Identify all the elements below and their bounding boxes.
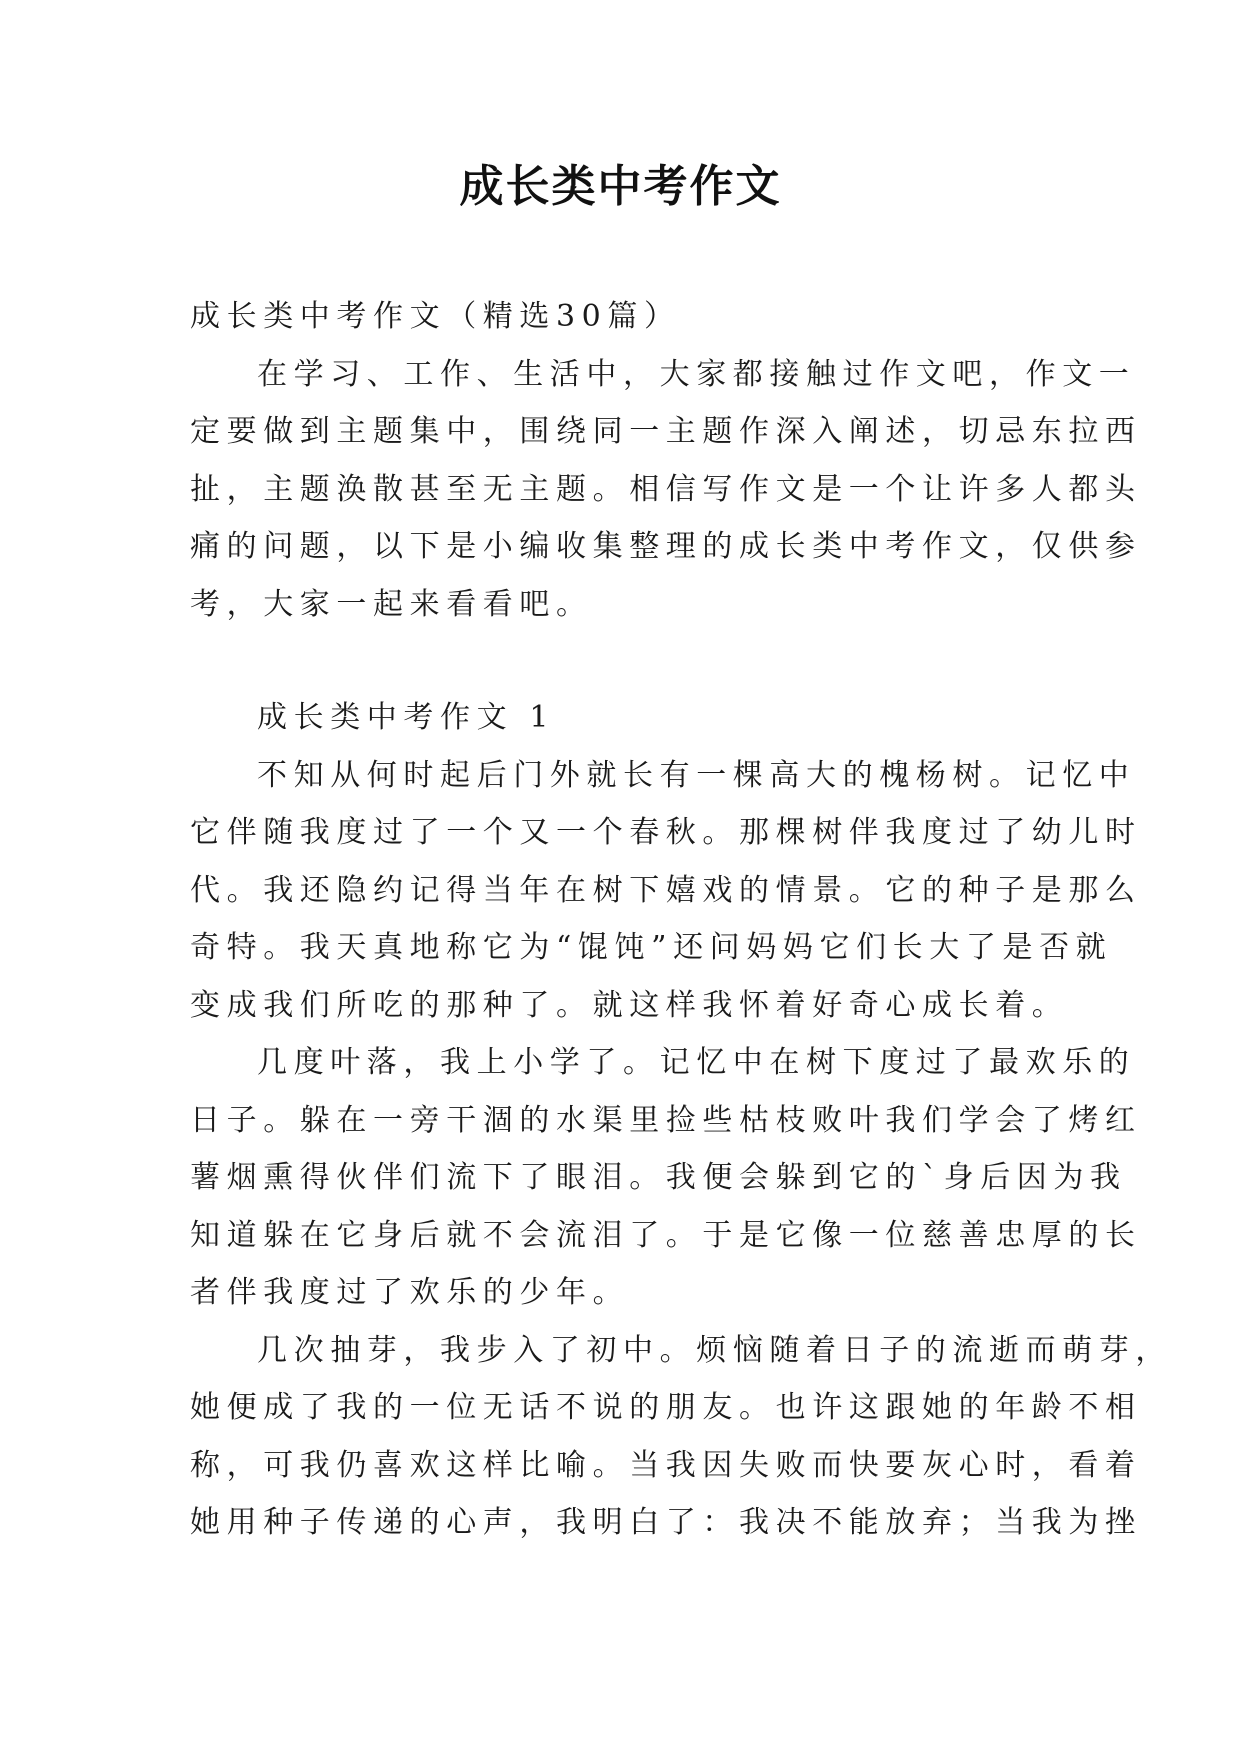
text-line: 几度叶落，我上小学了。记忆中在树下度过了最欢乐的 bbox=[257, 1045, 1136, 1080]
text-line: 痛的问题，以下是小编收集整理的成长类中考作文，仅供参 bbox=[190, 529, 1142, 564]
essay-heading: 成长类中考作文 1 bbox=[257, 700, 556, 735]
essay-paragraph-1 bbox=[190, 747, 1142, 1035]
text-line: 者伴我度过了欢乐的少年。 bbox=[190, 1275, 630, 1310]
text-line: 考，大家一起来看看吧。 bbox=[190, 586, 593, 622]
text-line: 定要做到主题集中，围绕同一主题作深入阐述，切忌东拉西 bbox=[190, 414, 1142, 449]
text-line: 扯，主题涣散甚至无主题。相信写作文是一个让许多人都头 bbox=[190, 471, 1142, 507]
text-line: 日子。躲在一旁干涸的水渠里捡些枯枝败叶我们学会了烤红 bbox=[190, 1102, 1142, 1138]
text-line: 奇特。我天真地称它为“馄饨”还问妈妈它们长大了是否就 bbox=[190, 930, 1113, 965]
document-title: 成长类中考作文 bbox=[459, 161, 782, 212]
text-line: 称，可我仍喜欢这样比喻。当我因失败而快要灰心时，看着 bbox=[190, 1447, 1142, 1483]
document-subtitle: 成长类中考作文（精选30篇） bbox=[190, 299, 681, 334]
text-line: 几次抽芽，我步入了初中。烦恼随着日子的流逝而萌芽， bbox=[257, 1332, 1172, 1368]
document-body bbox=[190, 288, 1172, 1552]
text-line: 变成我们所吃的那种了。就这样我怀着好奇心成长着。 bbox=[190, 987, 1069, 1023]
intro-paragraph bbox=[190, 346, 1142, 634]
essay-paragraph-3 bbox=[190, 1322, 1172, 1552]
text-line: 不知从何时起后门外就长有一棵高大的槐杨树。记忆中 bbox=[257, 757, 1136, 793]
text-line: 她便成了我的一位无话不说的朋友。也许这跟她的年龄不相 bbox=[190, 1390, 1142, 1425]
text-line: 知道躲在它身后就不会流泪了。于是它像一位慈善忠厚的长 bbox=[190, 1217, 1142, 1253]
text-line: 在学习、工作、生活中，大家都接触过作文吧，作文一 bbox=[257, 356, 1136, 392]
section-spacer bbox=[190, 633, 1060, 689]
text-line: 它伴随我度过了一个又一个春秋。那棵树伴我度过了幼儿时 bbox=[190, 815, 1142, 850]
essay-paragraph-2 bbox=[190, 1034, 1142, 1322]
text-line: 薯烟熏得伙伴们流下了眼泪。我便会躲到它的`身后因为我 bbox=[190, 1160, 1127, 1195]
text-line: 她用种子传递的心声，我明白了：我决不能放弃；当我为挫 bbox=[190, 1505, 1142, 1540]
text-line: 代。我还隐约记得当年在树下嬉戏的情景。它的种子是那么 bbox=[190, 872, 1142, 908]
